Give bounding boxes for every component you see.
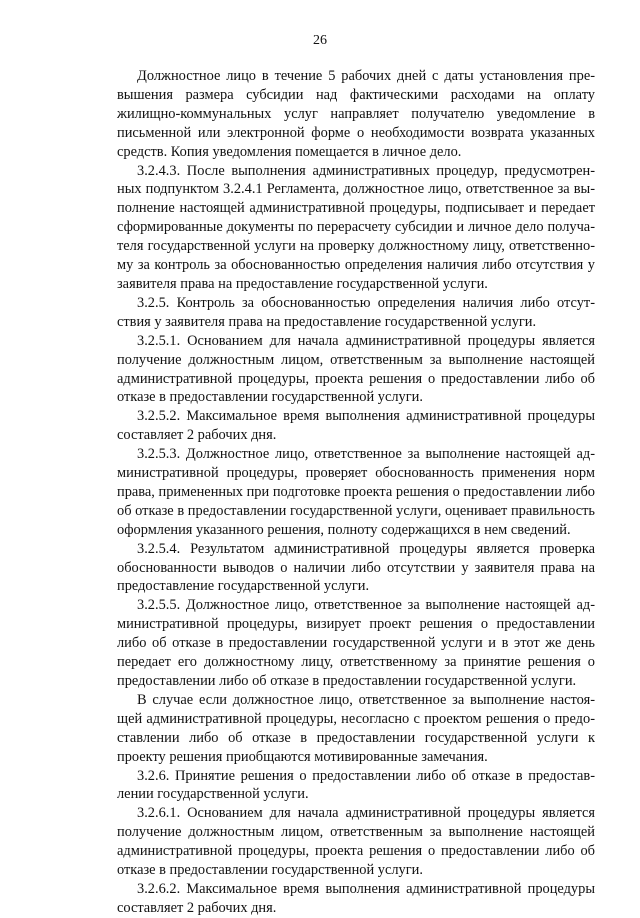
paragraph-3-2-5: 3.2.5. Контроль за обоснованностью определения наличия либо отсутствия у заявителя права на предоставление государственной услуги.	[117, 294, 595, 330]
paragraph-3-2-6: 3.2.6. Принятие решения о предоставлении либо об отказе в предоставлении государственной услуги.	[117, 767, 595, 803]
paragraph-refund-notice: Должностное лицо в течение 5 рабочих дней с даты установления превышения размера субсидии над фактическими расходами на оплату жилищно-коммунальных услуг направляет получателю уведомление в письменной или электронной форме о необходимости возврата указанных средств. Копия уведомления помещается в личное дело.	[117, 68, 595, 160]
paragraph-3-2-4-3: 3.2.4.3. После выполнения административных процедур, предусмотренных подпунктом 3.2.4.1 Регламента, должностное лицо, ответственное за выполнение настоящей административной процедуры, подписывает и передает сформированные документы по перерасчету субсидии и личное дело получателя государственной услуги на проверку должностному лицу, ответственному за контроль за обоснованностью определения наличия либо отсутствия у заявителя права на предоставление государственной услуги.	[117, 162, 595, 292]
paragraph-disagreement: В случае если должностное лицо, ответственное за выполнение настоящей административной процедуры, несогласно с проектом решения о предоставлении либо об отказе в предоставлении государственной услуги к проекту решения приобщаются мотивированные замечания.	[117, 691, 595, 765]
document-body	[117, 67, 595, 918]
paragraph-3-2-5-5: 3.2.5.5. Должностное лицо, ответственное за выполнение настоящей административной процедуры, визирует проект решения о предоставлении либо об отказе в предоставлении государственной услуги и в этот же день передает его должностному лицу, ответственному за принятие решения о предоставлении либо об отказе в предоставлении государственной услуги.	[117, 597, 595, 689]
paragraph-3-2-5-4: 3.2.5.4. Результатом административной процедуры является проверка обоснованности выводов о наличии либо отсутствии у заявителя права на предоставление государственной услуги.	[117, 540, 595, 595]
paragraph-3-2-6-2: 3.2.6.2. Максимальное время выполнения административной процедуры составляет 2 рабочих дня.	[117, 880, 595, 916]
paragraph-3-2-6-1: 3.2.6.1. Основанием для начала административной процедуры является получение должностным лицом, ответственным за выполнение настоящей административной процедуры, проекта решения о предоставлении либо об отказе в предоставлении государственной услуги.	[117, 805, 595, 879]
paragraph-3-2-5-1: 3.2.5.1. Основанием для начала административной процедуры является получение должностным лицом, ответственным за выполнение настоящей административной процедуры, проекта решения о предоставлении либо об отказе в предоставлении государственной услуги.	[117, 332, 595, 406]
page-number: 26	[313, 33, 327, 48]
paragraph-3-2-5-2: 3.2.5.2. Максимальное время выполнения административной процедуры составляет 2 рабочих дня.	[117, 408, 595, 444]
paragraph-3-2-5-3: 3.2.5.3. Должностное лицо, ответственное за выполнение настоящей административной процедуры, проверяет обоснованность применения норм права, примененных при подготовке проекта решения о предоставлении либо об отказе в предоставлении государственной услуги, оценивает правильность оформления указанного решения, полноту содержащихся в нем сведений.	[117, 446, 595, 538]
